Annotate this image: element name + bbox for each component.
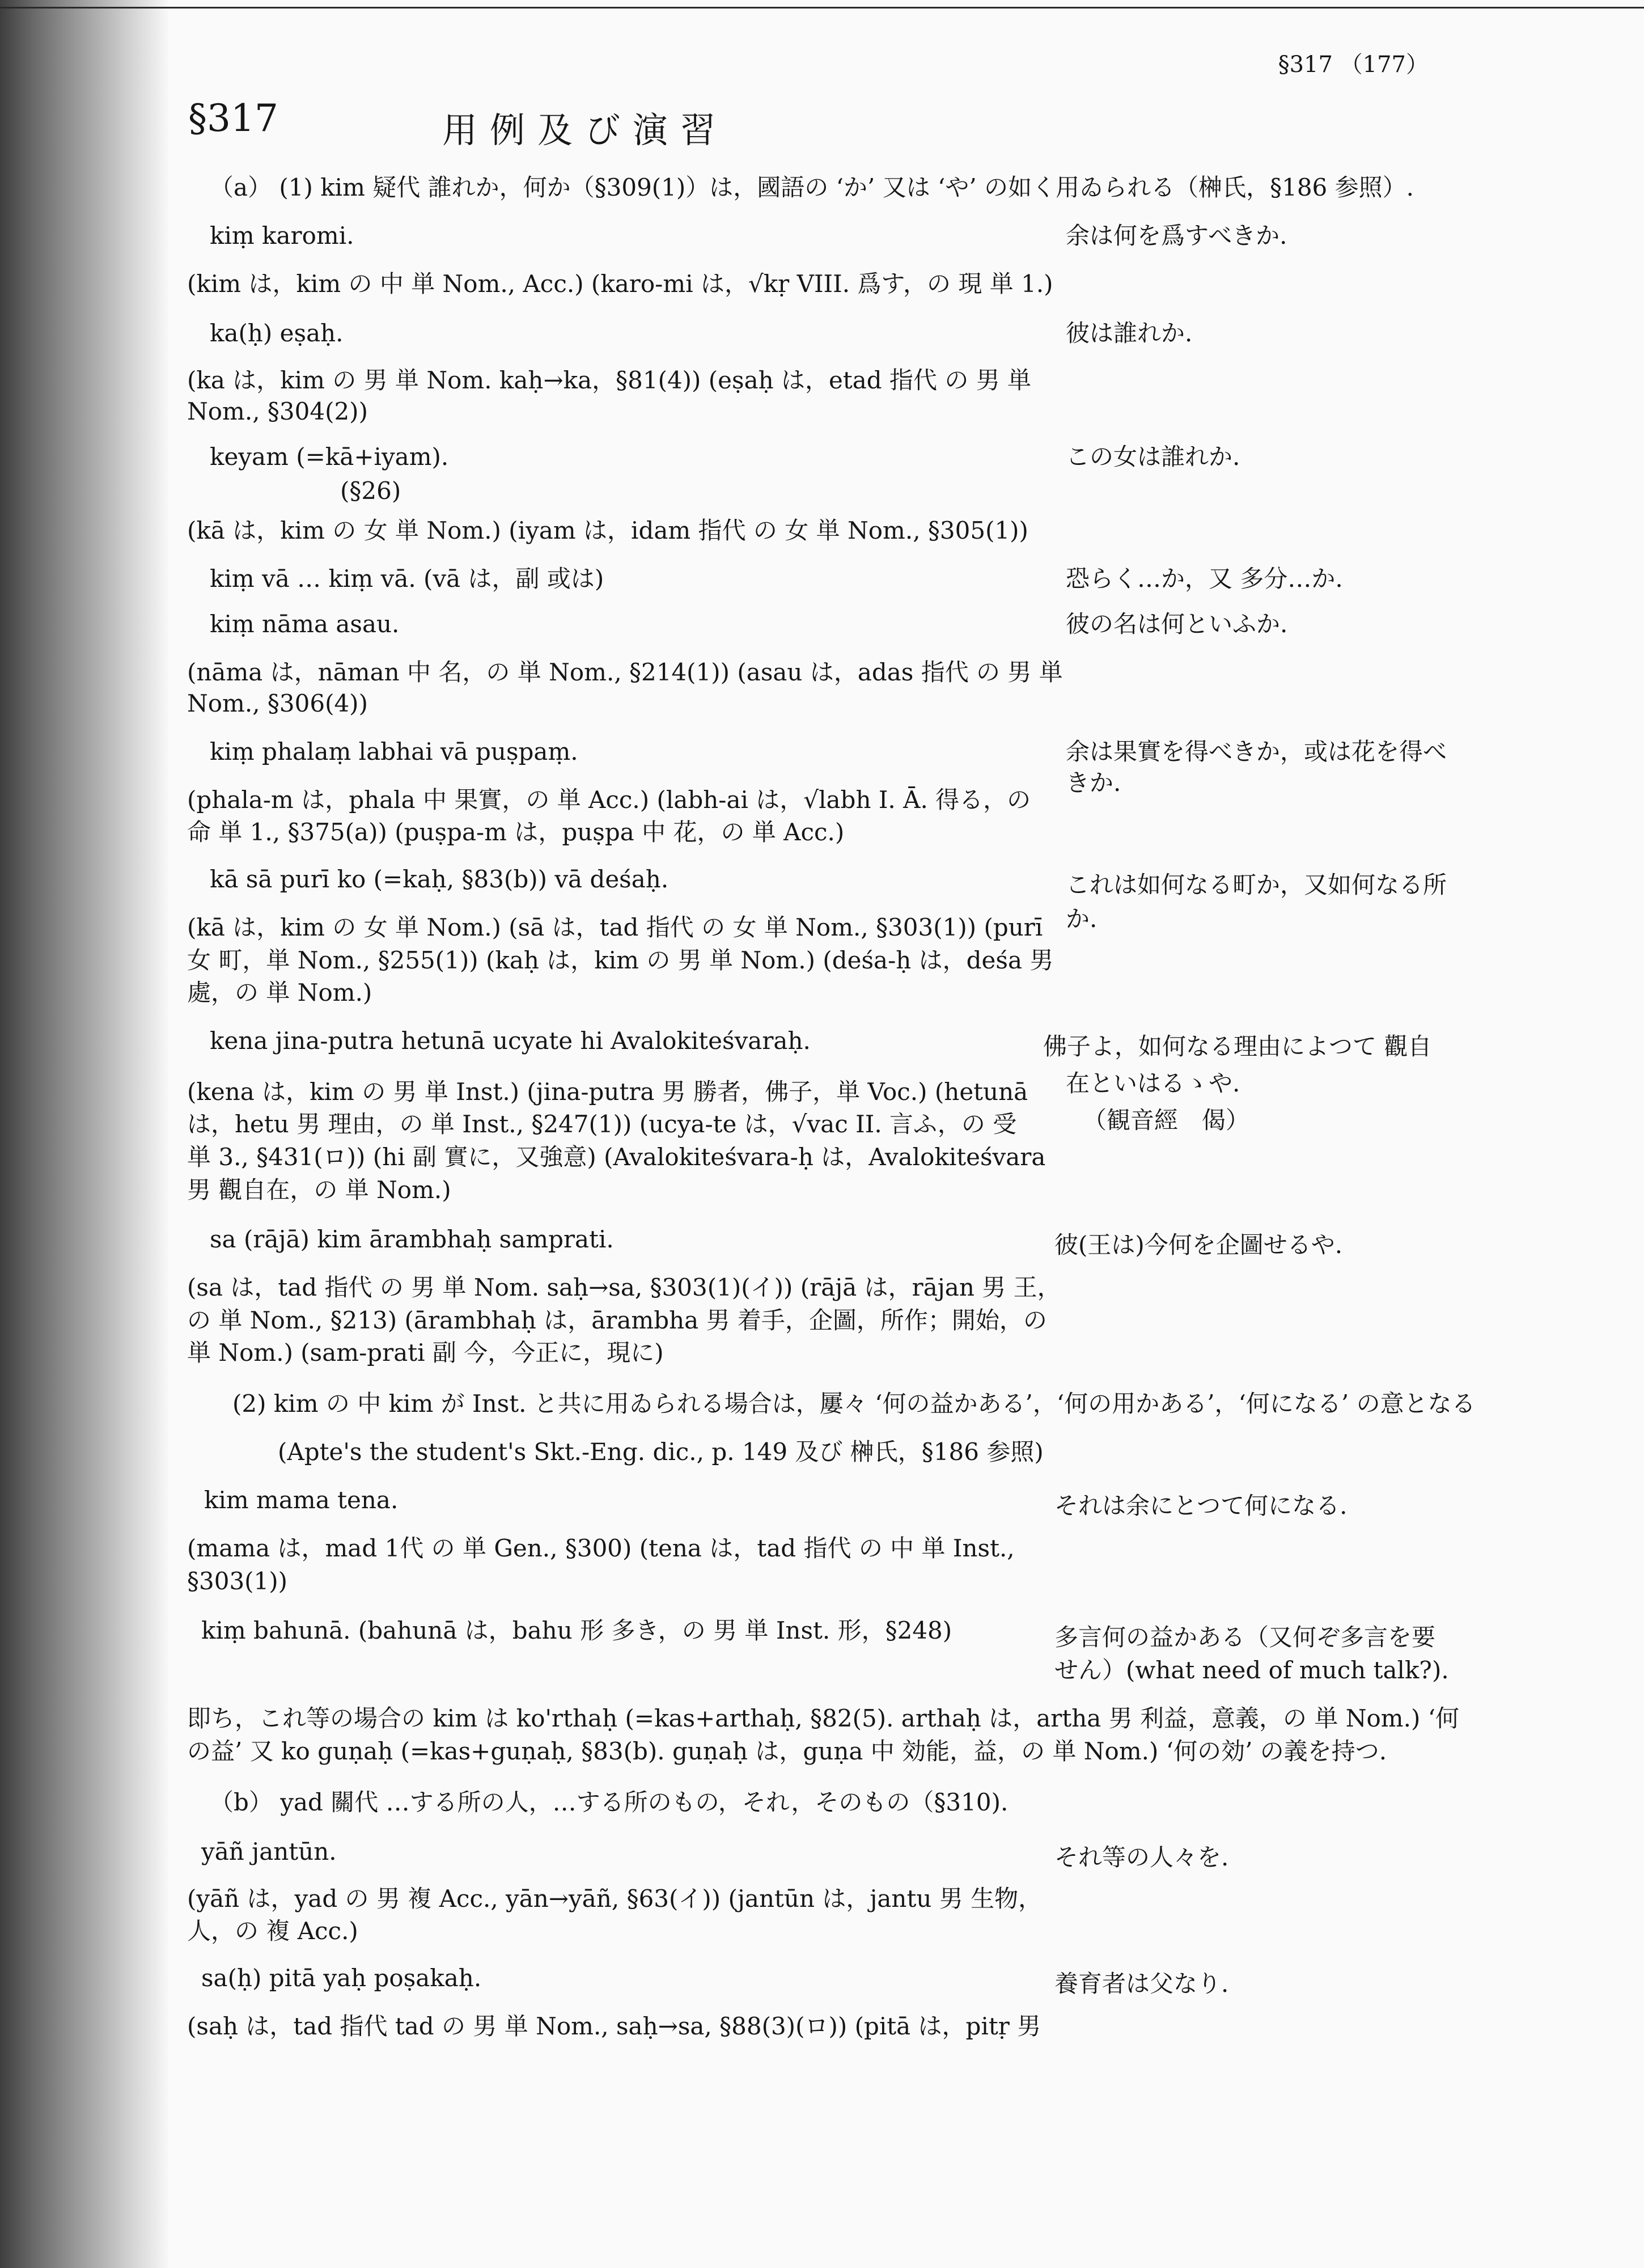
text-line: sa(ḥ) pitā yaḥ poṣakaḥ.	[201, 1964, 482, 1992]
text-line: kena jina-putra hetunā ucyate hi Avalokiteśvaraḥ.	[210, 1027, 811, 1055]
text-line: （a） (1) kim 疑代 誰れか，何か（§309(1)）は，國語の ‘か’ 又は ‘や’ の如く用ゐられる（榊氏，§186 参照）.	[210, 174, 1414, 201]
text-line: kiṃ phalaṃ labhai vā puṣpaṃ.	[210, 738, 578, 765]
text-line: kā sā purī ko (=kaḥ, §83(b)) vā deśaḥ.	[210, 865, 669, 893]
text-line: は，hetu 男 理由，の 単 Inst., §247(1)) (ucya-te は，√vac II. 言ふ，の 受	[187, 1110, 1017, 1138]
text-line: 在といはるゝや.	[1066, 1069, 1240, 1097]
text-line: kiṃ nāma asau.	[210, 610, 400, 638]
text-line: (nāma は，nāman 中 名，の 単 Nom., §214(1)) (asau は，adas 指代 の 男 単	[187, 658, 1063, 686]
text-line: の 単 Nom., §213) (ārambhaḥ は，ārambha 男 着手，企圖，所作；開始，の	[187, 1306, 1047, 1334]
text-line: (kim は，kim の 中 単 Nom., Acc.) (karo-mi は，√kṛ VIII. 爲す，の 現 単 1.)	[187, 270, 1053, 298]
text-line: この女は誰れか.	[1066, 443, 1240, 471]
text-line: (saḥ は，tad 指代 tad の 男 単 Nom., saḥ→sa, §88(3)(ロ)) (pitā は，pitṛ 男	[187, 2012, 1041, 2040]
text-line: せん）(what need of much talk?).	[1054, 1656, 1449, 1684]
text-line: 佛子よ，如何なる理由によつて 觀自	[1043, 1033, 1432, 1060]
top-border	[0, 7, 1644, 9]
text-line: ka(ḥ) eṣaḥ.	[210, 319, 344, 347]
text-line: Nom., §306(4))	[187, 689, 368, 717]
text-line: 命 単 1., §375(a)) (puṣpa-m は，puṣpa 中 花，の 単 Acc.)	[187, 818, 845, 846]
text-line: (ka は，kim の 男 単 Nom. kaḥ→ka，§81(4)) (eṣaḥ は，etad 指代 の 男 単	[187, 366, 1032, 394]
text-line: kiṃ bahunā. (bahunā は，bahu 形 多き，の 男 単 Inst. 形，§248)	[201, 1617, 952, 1644]
text-line: 養育者は父なり.	[1054, 1970, 1229, 1998]
text-line: 恐らく…か，又 多分…か.	[1066, 565, 1343, 593]
text-line: yāñ jantūn.	[201, 1838, 337, 1865]
section-number: §317	[188, 96, 278, 140]
book-spine-shadow	[0, 0, 170, 2268]
text-line: （観音經 偈）	[1083, 1106, 1250, 1134]
text-line: 處，の 単 Nom.)	[187, 979, 372, 1006]
text-line: (2) kim の 中 kim が Inst. と共に用ゐられる場合は，屢々 ‘何の益かある’，‘何の用かある’，‘何になる’ の意となる	[232, 1390, 1476, 1417]
section-title: 用例及び演習	[442, 109, 728, 151]
text-line: 女 町，単 Nom., §255(1)) (kaḥ は，kim の 男 単 Nom.) (deśa-ḥ は，deśa 男	[187, 946, 1054, 974]
text-line: sa (rājā) kim ārambhaḥ samprati.	[210, 1225, 614, 1253]
text-line: (kā は，kim の 女 単 Nom.) (sā は，tad 指代 の 女 単 Nom., §303(1)) (purī	[187, 913, 1043, 941]
running-head: §317 （177）	[1278, 52, 1429, 78]
text-line: (mama は，mad 1代 の 単 Gen., §300) (tena は，tad 指代 の 中 単 Inst.,	[187, 1534, 1015, 1562]
text-line: それは余にとつて何になる.	[1054, 1492, 1348, 1520]
text-line: Nom., §304(2))	[187, 397, 368, 425]
text-line: (yāñ は，yad の 男 複 Acc., yān→yāñ, §63(イ)) (jantūn は，jantu 男 生物，	[187, 1885, 1043, 1912]
text-line: 彼(王は)今何を企圖せるや.	[1054, 1231, 1343, 1259]
text-line: 単 3., §431(ロ)) (hi 副 實に，又強意) (Avalokiteśvara-ḥ は，Avalokiteśvara	[187, 1143, 1046, 1171]
text-line: 余は何を爲すべきか.	[1066, 222, 1287, 249]
text-line: (phala-m は，phala 中 果實，の 単 Acc.) (labh-ai は，√labh I. Ā. 得る，の	[187, 786, 1031, 814]
text-line: kiṃ karomi.	[210, 222, 354, 249]
text-line: 余は果實を得べきか，或は花を得べ	[1066, 738, 1447, 765]
text-line: それ等の人々を.	[1054, 1843, 1229, 1871]
text-line: (sa は，tad 指代 の 男 単 Nom. saḥ→sa, §303(1)(イ)) (rājā は，rājan 男 王，	[187, 1273, 1061, 1301]
text-line: (kā は，kim の 女 単 Nom.) (iyam は，idam 指代 の 女 単 Nom., §305(1))	[187, 517, 1028, 544]
text-line: きか.	[1066, 769, 1121, 797]
text-line: 多言何の益かある（又何ぞ多言を要	[1054, 1623, 1436, 1651]
text-line: 彼の名は何といふか.	[1066, 610, 1288, 638]
text-line: (Apte's the student's Skt.-Eng. dic., p. 149 及び 榊氏，§186 参照)	[278, 1438, 1044, 1466]
text-line: (§26)	[340, 477, 401, 505]
text-line: keyam (=kā+iyam).	[210, 443, 449, 471]
text-line: （b） yad 關代 …する所の人，…する所のもの，それ，そのもの（§310).	[210, 1788, 1009, 1816]
text-line: の益’ 又 ko guṇaḥ (=kas+guṇaḥ, §83(b). guṇaḥ は，guṇa 中 効能，益，の 単 Nom.) ‘何の効’ の義を持つ.	[187, 1737, 1387, 1765]
text-line: か.	[1066, 905, 1098, 933]
text-line: §303(1))	[187, 1567, 288, 1595]
text-line: 男 觀自在，の 単 Nom.)	[187, 1176, 451, 1204]
text-line: 即ち，これ等の場合の kim は ko'rthaḥ (=kas+arthaḥ, §82(5). arthaḥ は，artha 男 利益，意義，の 単 Nom.) ‘何	[187, 1704, 1460, 1732]
text-line: 人，の 複 Acc.)	[187, 1917, 358, 1945]
text-line: 彼は誰れか.	[1066, 319, 1193, 347]
text-line: (kena は，kim の 男 単 Inst.) (jina-putra 男 勝者，佛子，単 Voc.) (hetunā	[187, 1078, 1028, 1106]
text-line: 単 Nom.) (sam-prati 副 今，今正に，現に)	[187, 1339, 664, 1366]
text-line: kim mama tena.	[204, 1486, 399, 1514]
text-line: これは如何なる町か，又如何なる所	[1066, 871, 1447, 899]
text-line: kiṃ vā … kiṃ vā. (vā は，副 或は)	[210, 565, 604, 593]
